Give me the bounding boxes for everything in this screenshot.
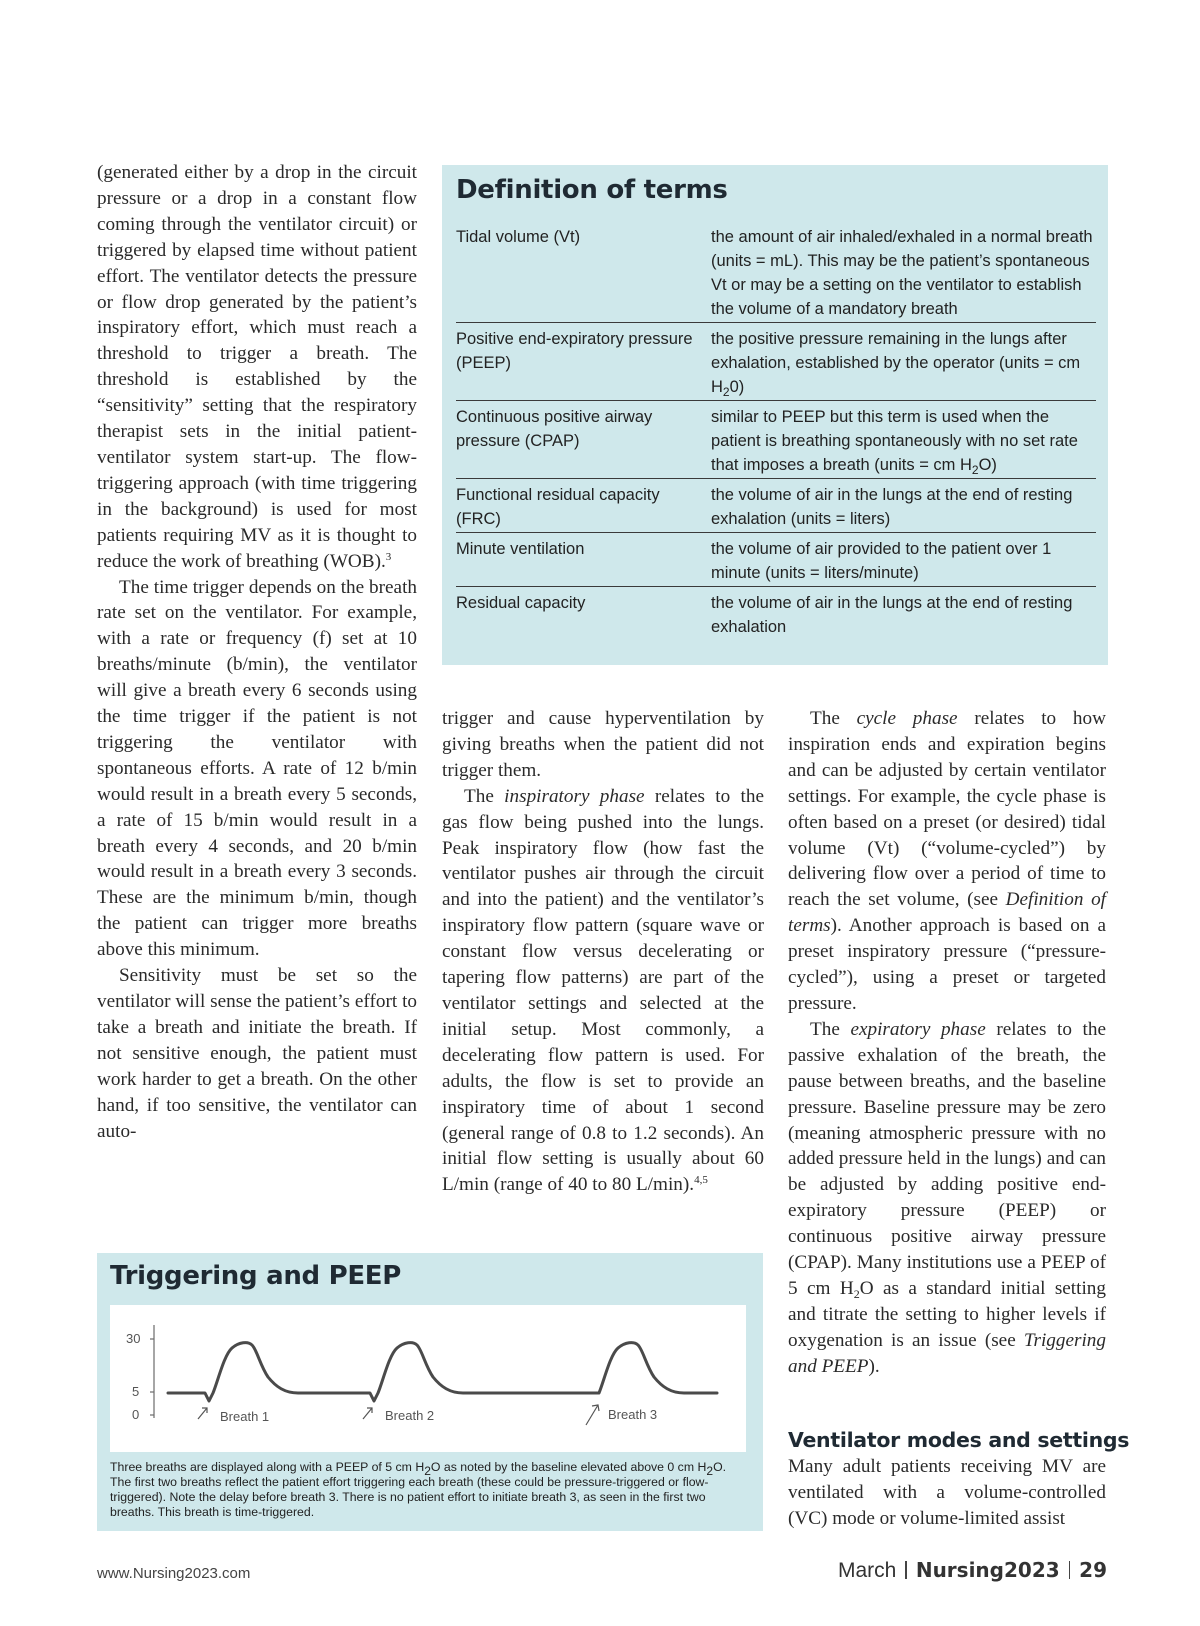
definition-cell: the volume of air provided to the patient over 1 minute (units = liters/minute): [711, 540, 1052, 582]
column-2: [442, 706, 764, 1198]
y-tick-label: 5: [132, 1384, 140, 1399]
pressure-waveform-plot: [110, 1305, 746, 1452]
term-cell: Positive end-expiratory pressure (PEEP): [456, 330, 693, 372]
arrow-up-icon: [586, 1405, 599, 1425]
paragraph: The time trigger depends on the breath rate set on the ventilator. For example, with a rate or frequency (f) set at 10 breaths/minute (b/min), the ventilator will give a breath every 6 seconds using the time trigger if the patient is not triggering the ventilator with spontaneous efforts. A rate of 12 b/min would result in a breath every 5 seconds, a rate of 15 b/min would result in a breath every 4 seconds, and 20 b/min would result in a breath every 3 seconds. These are the minimum b/min, though the patient can trigger more breaths above this minimum.: [97, 576, 417, 961]
breath-label: Breath 3: [608, 1407, 658, 1422]
reference-number: 4,5: [694, 1174, 708, 1187]
breath-label: Breath 1: [220, 1409, 270, 1424]
pressure-waveform-line: [168, 1343, 717, 1401]
table-row: [456, 401, 1096, 479]
paragraph: The cycle phase relates to how inspiration ends and expiration begins and can be adjusted by certain ventilator settings. For example, the cycle phase is often based on a preset (or desired) tidal volume (Vt) (“volume-cycled”) by delivering flow over a period of time to reach the set volume, (see Definition of terms). Another approach is based on a preset inspiratory pressure (“pressure-cycled”), using a preset or targeted pressure.: [788, 708, 1106, 1014]
y-tick-label: 30: [126, 1331, 141, 1346]
footer-divider: [905, 1561, 907, 1579]
definition-of-terms-box: [442, 165, 1108, 665]
table-row: [456, 323, 1096, 401]
paragraph: The inspiratory phase relates to the gas flow being pushed into the lungs. Peak inspiratory flow (how fast the ventilator pushes air through the circuit and into the patient) and the ventilator’s inspiratory flow pattern (square wave or constant flow versus decelerating or tapering flow patterns) are part of the ventilator settings and selected at the initial setup. Most commonly, a decelerating flow pattern is used. For adults, the flow is set to provide an inspiratory time of about 1 second (general range of 0.8 to 1.2 seconds). An initial flow setting is usually about 60 L/min (range of 40 to 80 L/min).$^{4,5}$: [442, 785, 764, 1196]
term-cell: Tidal volume (Vt): [456, 228, 581, 246]
section-heading: Ventilator modes and settings: [788, 1428, 1130, 1452]
footer-website: www.Nursing2023.com: [97, 1565, 251, 1582]
arrow-up-icon: [363, 1408, 372, 1419]
reference-number: 3: [385, 550, 392, 563]
page-number: 29: [1079, 1558, 1107, 1582]
definition-cell: the amount of air inhaled/exhaled in a normal breath (units = mL). This may be the patient’s spontaneous Vt or may be a setting on the ventilator to establish the volume of a mandatory breath: [711, 228, 1093, 318]
paragraph: The expiratory phase relates to the passive exhalation of the breath, the pause between breaths, and the baseline pressure. Baseline pressure may be zero (meaning atmospheric pressure with no added pressure held in the lungs) and can be adjusted by adding positive end-expiratory pressure (PEEP) or continuous positive airway pressure (CPAP). Many institutions use a PEEP of 5 cm $H_2O$ as a standard initial setting and titrate the setting to higher levels if oxygenation is an issue (see Triggering and PEEP).: [788, 1018, 1106, 1377]
paragraph: Sensitivity must be set so the ventilator will sense the patient’s effort to take a breath and initiate the breath. If not sensitive enough, the patient must work harder to get a breath. On the other hand, if too sensitive, the ventilator can auto-: [97, 965, 417, 1142]
arrow-up-icon: [198, 1408, 207, 1419]
definition-box-title: Definition of terms: [456, 175, 728, 205]
table-row: [456, 479, 1096, 533]
triggering-peep-box: [97, 1253, 763, 1531]
definition-cell: the volume of air in the lungs at the end of resting exhalation: [711, 594, 1073, 636]
column-1: [97, 160, 417, 1144]
paragraph: trigger and cause hyperventilation by giving breaths when the patient did not trigger them.: [442, 708, 764, 781]
definition-cell: similar to PEEP but this term is used when the patient is breathing spontaneously with no set rate that imposes a breath (units = cm $H_2O$): [711, 408, 1078, 477]
footer-folio: [838, 1558, 1107, 1583]
term-cell: Minute ventilation: [456, 540, 585, 558]
breath-label: Breath 2: [385, 1408, 435, 1423]
definition-table: [456, 225, 1096, 640]
waveform-svg: [110, 1305, 746, 1452]
term-cell: Functional residual capacity (FRC): [456, 486, 660, 528]
triggering-box-title: Triggering and PEEP: [110, 1261, 402, 1291]
table-row: [456, 587, 1096, 641]
definition-cell: the positive pressure remaining in the lungs after exhalation, established by the operator (units = cm $H_20$): [711, 330, 1081, 399]
paragraph: (generated either by a drop in the circuit pressure or a drop in a constant flow coming through the ventilator circuit) or triggered by elapsed time without patient effort. The ventilator detects the pressure or flow drop generated by the patient’s inspiratory effort, which must reach a threshold to trigger a breath. The threshold is established by the “sensitivity” setting that the respiratory therapist sets in the initial patient-ventilator system start-up. The flow-triggering approach (with time triggering in the background) is used for most patients requiring MV as it is thought to reduce the work of breathing (WOB).$^3$: [97, 162, 417, 572]
footer-month: March: [837, 1559, 897, 1582]
paragraph: Many adult patients receiving MV are ventilated with a volume-controlled (VC) mode or volume-limited assist: [788, 1456, 1106, 1529]
term-cell: Residual capacity: [456, 594, 586, 612]
column-3: [788, 706, 1106, 1380]
figure-caption: Three breaths are displayed along with a PEEP of 5 cm $H_2O$ as noted by the baseline elevated above 0 cm $H_2O$. The first two breaths reflect the patient effort triggering each breath (these could be pressure-triggered or flow-triggered). Note the delay before breath 3. There is no patient effort to initiate breath 3, as seen in the first two breaths. This breath is time-triggered.: [110, 1460, 727, 1519]
term-cell: Continuous positive airway pressure (CPAP): [456, 408, 653, 450]
y-tick-label: 0: [132, 1407, 140, 1422]
definition-cell: the volume of air in the lungs at the end of resting exhalation (units = liters): [711, 486, 1073, 528]
footer-brand: Nursing2023: [915, 1558, 1060, 1582]
footer-divider: [1069, 1561, 1071, 1579]
y-axis: [150, 1325, 154, 1418]
table-row: [456, 225, 1096, 323]
table-row: [456, 533, 1096, 587]
